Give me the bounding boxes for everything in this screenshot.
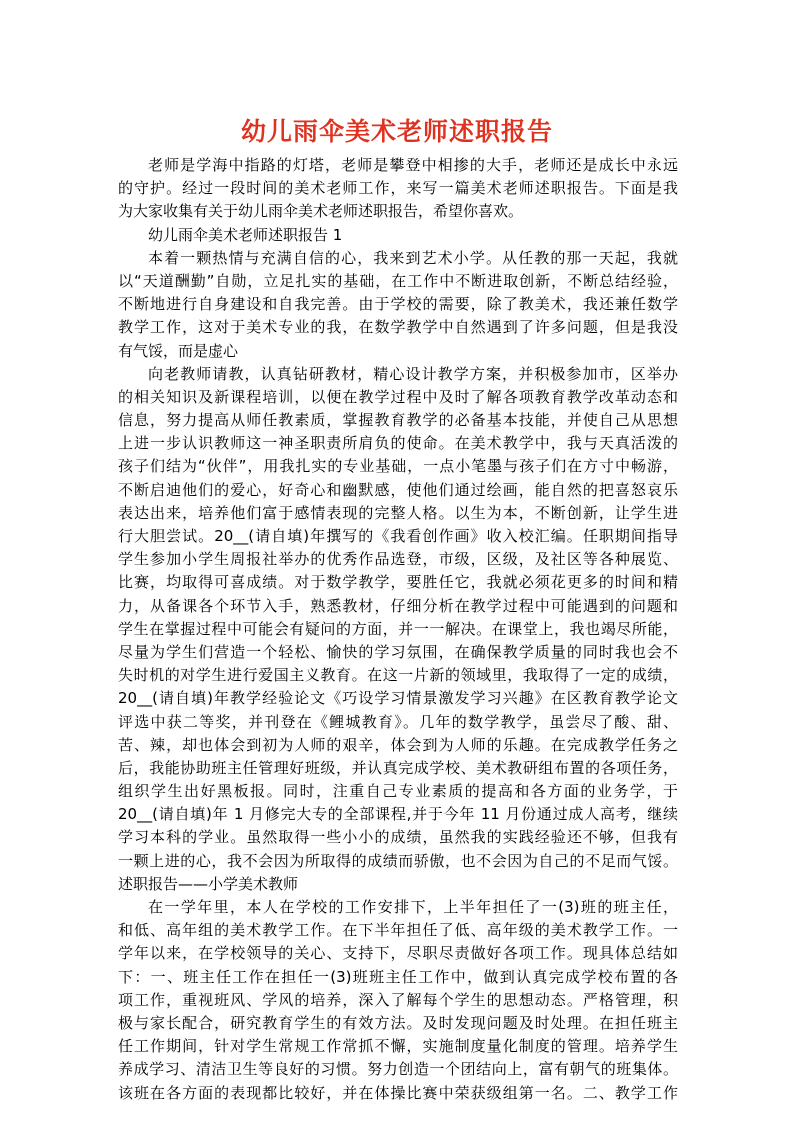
text-line: 养成学习、清洁卫生等良好的习惯。努力创造一个团结向上，富有朝气的班集体。	[118, 1060, 678, 1079]
text-line: 一颗上进的心，我不会因为所取得的成绩而骄傲，也不会因为自己的不足而气馁。	[118, 851, 678, 870]
text-line: 行大胆尝试。20__(请自填)年撰写的《我看创作画》收入校汇编。任职期间指导	[118, 527, 678, 545]
text-line: 幼儿雨伞美术老师述职报告 1	[148, 225, 343, 244]
text-line: 比赛，均取得可喜成绩。对于数学教学，要胜任它，我就必须花更多的时间和精	[118, 573, 678, 592]
text-line: 有气馁，而是虚心	[118, 341, 239, 360]
document-body	[118, 154, 678, 1105]
text-line: 20__(请自填)年 1 月修完大专的全部课程,并于今年 11 月份通过成人高考，继续	[118, 805, 678, 824]
text-line: 孩子们结为“伙伴”，用我扎实的专业基础，一点小笔墨与孩子们在方寸中畅游，	[118, 457, 678, 476]
text-line: 后，我能协助班主任管理好班级，并认真完成学校、美术教研组布置的各项任务，	[118, 758, 678, 777]
text-line: 项工作，重视班风、学风的培养，深入了解每个学生的思想动态。严格管理，积	[118, 990, 678, 1009]
text-line: 苦、辣，却也体会到初为人师的艰辛，体会到为人师的乐趣。在完成教学任务之	[118, 735, 678, 754]
text-line: 表达出来，培养他们富于感情表现的完整人格。以生为本，不断创新，让学生进	[118, 503, 678, 522]
text-line: 教学工作，这对于美术专业的我，在数学教学中自然遇到了许多问题，但是我没	[118, 318, 678, 337]
text-line: 学生在掌握过程中可能会有疑问的方面，并一一解决。在课堂上，我也竭尽所能，	[118, 619, 678, 638]
text-line: 学习本科的学业。虽然取得一些小小的成绩，虽然我的实践经验还不够，但我有	[118, 828, 678, 847]
text-line: 任工作期间，针对学生常规工作常抓不懈，实施制度量化制度的管理。培养学生	[118, 1037, 678, 1056]
text-line: 学生参加小学生周报社举办的优秀作品选登，市级，区级，及社区等各种展览、	[118, 550, 678, 569]
text-line: 为大家收集有关于幼儿雨伞美术老师述职报告，希望你喜欢。	[118, 202, 524, 221]
document-title: 幼儿雨伞美术老师述职报告	[240, 117, 553, 146]
text-line: 下：一、班主任工作在担任一(3)班班主任工作中，做到认真完成学校布置的各	[118, 967, 678, 986]
text-line: 老师是学海中指路的灯塔，老师是攀登中相掺的大手，老师还是成长中永远	[148, 156, 678, 174]
text-line: 以“天道酬勤”自勋，立足扎实的基础，在工作中不断进取创新，不断总结经验，	[118, 271, 678, 290]
text-line: 该班在各方面的表现都比较好，并在体操比赛中荣获级组第一名。二、教学工作	[118, 1083, 678, 1102]
text-line: 和低、高年组的美术教学工作。在下半年担任了低、高年级的美术教学工作。一	[118, 921, 678, 940]
text-line: 20__(请自填)年教学经验论文《巧设学习情景激发学习兴趣》在区教育教学论文	[118, 689, 678, 708]
text-line: 尽量为学生们营造一个轻松、愉快的学习氛围，在确保教学质量的同时我也会不	[118, 642, 678, 661]
text-line: 向老教师请教，认真钻研教材，精心设计教学方案，并积极参加市，区举办	[148, 364, 678, 383]
text-line: 上进一步认识教师这一神圣职责所肩负的使命。在美术教学中，我与天真活泼的	[118, 434, 678, 453]
text-line: 不断地进行自身建设和自我完善。由于学校的需要，除了教美术，我还兼任数学	[118, 295, 678, 314]
text-line: 信息，努力提高从师任教素质，掌握教育教学的必备基本技能，并使自己从思想	[118, 411, 678, 430]
text-line: 失时机的对学生进行爱国主义教育。在这一片新的领域里，我取得了一定的成绩，	[118, 666, 678, 685]
text-line: 学年以来，在学校领导的关心、支持下，尽职尽责做好各项工作。现具体总结如	[118, 944, 678, 963]
text-line: 力，从备课各个环节入手，熟悉教材，仔细分析在教学过程中可能遇到的问题和	[118, 596, 678, 615]
text-line: 的相关知识及新课程培训，以便在教学过程中及时了解各项教育教学改革动态和	[118, 387, 678, 406]
text-line: 不断启迪他们的爱心，好奇心和幽默感，使他们通过绘画，能自然的把喜怒哀乐	[118, 480, 678, 499]
text-line: 极与家长配合，研究教育学生的有效方法。及时发现问题及时处理。在担任班主	[118, 1013, 678, 1032]
text-line: 在一学年里，本人在学校的工作安排下，上半年担任了一(3)班的班主任，	[148, 898, 678, 916]
text-line: 述职报告——小学美术教师	[118, 874, 299, 893]
text-line: 评选中获二等奖，并刊登在《鲤城教育》。几年的数学教学，虽尝尽了酸、甜、	[118, 712, 678, 731]
text-line: 本着一颗热情与充满自信的心，我来到艺术小学。从任教的那一天起，我就	[148, 248, 678, 267]
text-line: 组织学生出好黑板报。同时，注重自己专业素质的提高和各方面的业务学，于	[118, 782, 678, 801]
text-line: 的守护。经过一段时间的美术老师工作，来写一篇美术老师述职报告。下面是我	[118, 179, 678, 198]
